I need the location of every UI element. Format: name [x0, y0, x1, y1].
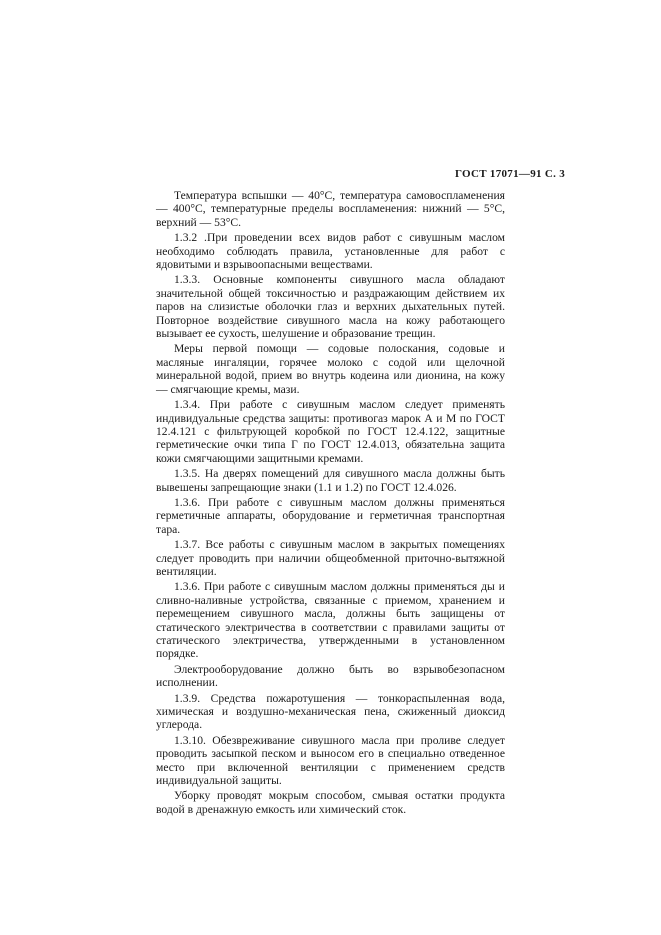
paragraph-cleanup: Уборку проводят мокрым способом, смывая остатки продукта водой в дренажную емкость или химический сток. [156, 789, 505, 816]
paragraph-flash-point: Температура вспышки — 40°С, температура самовоспламенения — 400°С, температурные пределы воспламенения: нижний — 5°С, верхний — 53°С. [156, 189, 505, 229]
paragraph-1-3-10: 1.3.10. Обезвреживание сивушного масла при проливе следует проводить засыпкой песком и выносом его в специально отведенное место при включенной вентиляции с применением средств индивидуальной защиты. [156, 733, 505, 788]
paragraph-1-3-2: 1.3.2 .При проведении всех видов работ с сивушным маслом необходимо соблюдать правила, установленные для работ с ядовитыми и взрывоопасными веществами. [156, 231, 505, 272]
paragraph-1-3-4: 1.3.4. При работе с сивушным маслом следует применять индивидуальные средства защиты: противогаз марок А и М по ГОСТ 12.4.121 с фильтрующей коробкой по ГОСТ 12.4.122, защитные герметические очки типа Г по ГОСТ 12.4.013, обязательна защита кожи смягчающими защитными кремами. [156, 398, 505, 465]
paragraph-1-3-6-sealed-equipment: 1.3.6. При работе с сивушным маслом должны применяться герметичные аппараты, оборудование и герметичная транспортная тара. [156, 495, 505, 536]
paragraph-1-3-3: 1.3.3. Основные компоненты сивушного масла обладают значительной общей токсичностью и раздражающим действием их паров на слизистые оболочки глаз и верхних дыхательных путей. Повторное воздействие сивушного масла на кожу работающего вызывает ее сухость, шелушение и образование трещин. [156, 273, 505, 341]
paragraph-1-3-5: 1.3.5. На дверях помещений для сивушного масла должны быть вывешены запрещающие знаки (1.1 и 1.2) по ГОСТ 12.4.026. [156, 467, 505, 494]
paragraph-1-3-6-static-protection: 1.3.6. При работе с сивушным маслом должны применяться ды и сливно-наливные устройства, связанные с приемом, хранением и перемещением сивушного масла, должны быть защищены от статического электричества в соответствии с правилами защиты от статического электричества, утвержденными в установленном порядке. [156, 580, 505, 661]
paragraph-electrical-equipment: Электрооборудование должно быть во взрывобезопасном исполнении. [156, 662, 505, 690]
document-body [156, 189, 505, 818]
paragraph-first-aid: Меры первой помощи — содовые полоскания, содовые и масляные ингаляции, горячее молоко с содой или щелочной минеральной водой, прием во внутрь кодеина или дионина, на кожу — смягчающие кремы, мази. [156, 342, 505, 396]
running-head: ГОСТ 17071—91 С. 3 [454, 168, 565, 180]
paragraph-1-3-9: 1.3.9. Средства пожаротушения — тонкораспыленная вода, химическая и воздушно-механическая пена, сжиженный диоксид углерода. [156, 691, 505, 732]
paragraph-1-3-7: 1.3.7. Все работы с сивушным маслом в закрытых помещениях следует проводить при наличии общеобменной приточно-вытяжной вентиляции. [156, 538, 505, 578]
